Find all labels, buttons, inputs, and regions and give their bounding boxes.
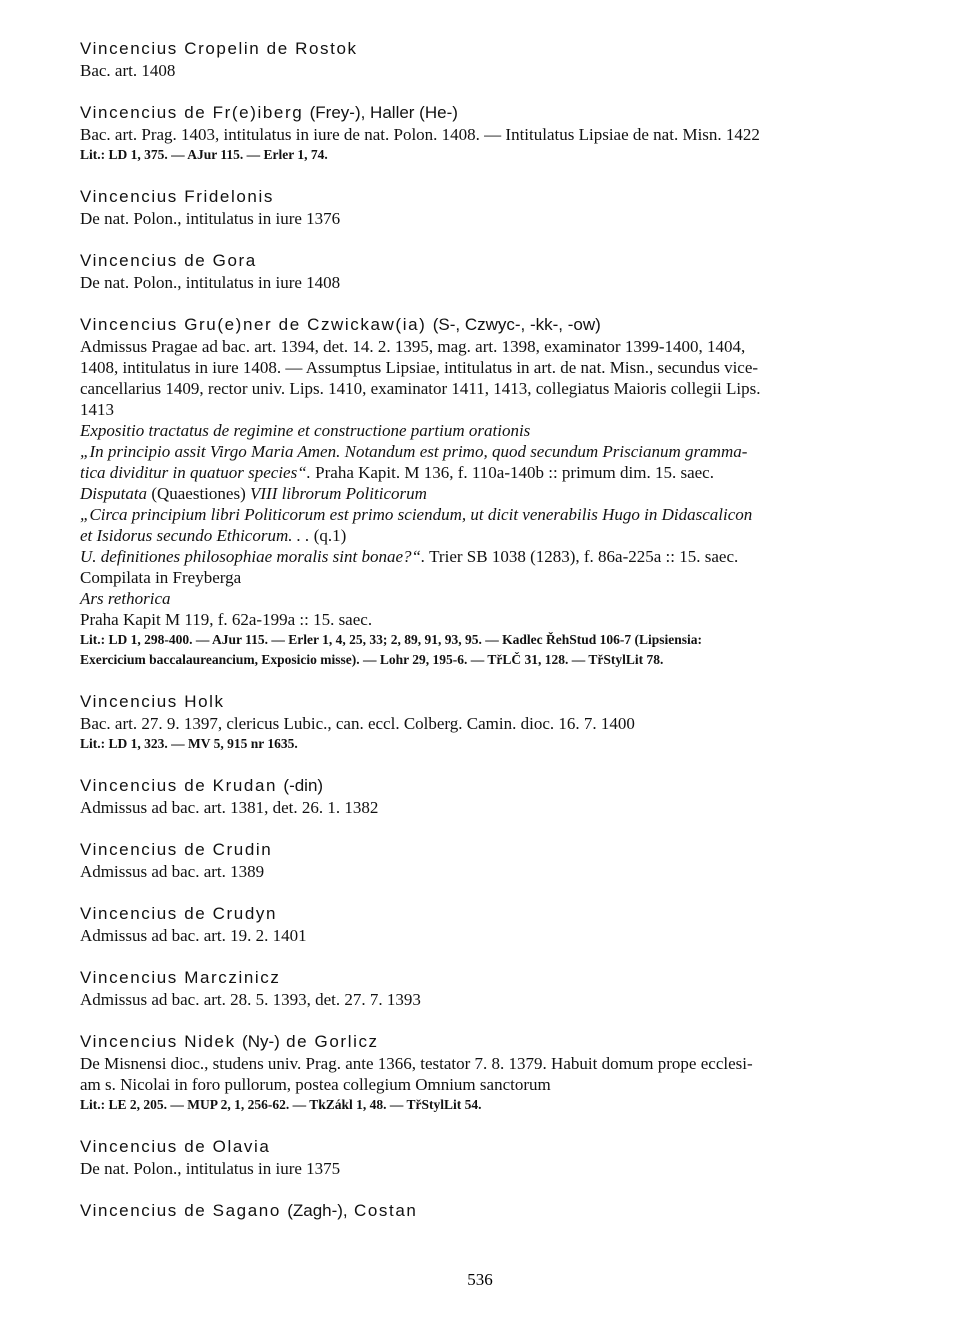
entry-name bbox=[80, 102, 900, 124]
entry-text-line bbox=[80, 399, 900, 420]
entry-name-text: Vincencius de Fr(e)iberg bbox=[80, 103, 304, 122]
entry-text: „Circa principium libri Politicorum est primo sciendum, ut dicit venerabilis Hugo in Didascalicon bbox=[80, 505, 753, 524]
entry-text-line bbox=[80, 1053, 900, 1074]
entry-text-line bbox=[80, 588, 900, 609]
entry-name bbox=[80, 903, 900, 925]
entry-text-line bbox=[80, 378, 900, 399]
entry-name-text: Vincencius Cropelin de Rostok bbox=[80, 39, 358, 58]
entry-text-line bbox=[80, 483, 900, 504]
entry-text: cancellarius 1409, rector univ. Lips. 1410, examinator 1411, 1413, collegiatus Maioris collegii Lips. bbox=[80, 379, 761, 398]
entry-text: De nat. Polon., intitulatus in iure 1375 bbox=[80, 1159, 341, 1178]
entry-name-text: Vincencius Fridelonis bbox=[80, 187, 274, 206]
entry-text-line bbox=[80, 1158, 900, 1179]
page-number: 536 bbox=[467, 1270, 493, 1289]
entry-name-suffix: de Gorlicz bbox=[286, 1032, 379, 1051]
entry-name bbox=[80, 691, 900, 713]
entry-text-line bbox=[80, 1074, 900, 1095]
entry-text-line bbox=[80, 861, 900, 882]
entry-text: „In principio assit Virgo Maria Amen. Notandum est primo, quod secundum Priscianum gramma- bbox=[80, 442, 748, 461]
document-page bbox=[80, 38, 900, 1243]
entry-text-rest: Trier SB 1038 (1283), f. 86a-225a :: 15. saec. bbox=[425, 547, 739, 566]
entry-name-text: Vincencius de Crudin bbox=[80, 840, 273, 859]
entry bbox=[80, 1031, 900, 1115]
entry-text-line bbox=[80, 504, 900, 525]
entry-text: et Isidorus secundo Ethicorum. . . bbox=[80, 526, 310, 545]
entry-name-text: Vincencius Marczinicz bbox=[80, 968, 281, 987]
entry-name-text: Vincencius de Krudan bbox=[80, 776, 278, 795]
entry-text-line bbox=[80, 713, 900, 734]
entry-text-line bbox=[80, 357, 900, 378]
entry-text-line bbox=[80, 989, 900, 1010]
entry-text-line bbox=[80, 925, 900, 946]
entry-name-variants: (Ny-) bbox=[242, 1032, 280, 1051]
entry-name-text: Vincencius de Olavia bbox=[80, 1137, 271, 1156]
entry bbox=[80, 186, 900, 229]
entry-text-italic: VIII librorum Politicorum bbox=[249, 484, 427, 503]
entry-text-line bbox=[80, 272, 900, 293]
entry-name bbox=[80, 775, 900, 797]
literature-line: Lit.: LD 1, 375. — AJur 115. — Erler 1, 74. bbox=[80, 147, 328, 162]
entry-text-line bbox=[80, 441, 900, 462]
entry-name bbox=[80, 1136, 900, 1158]
entry bbox=[80, 38, 900, 81]
entry bbox=[80, 691, 900, 754]
entry-text: Praha Kapit M 119, f. 62a-199a :: 15. saec. bbox=[80, 610, 373, 629]
entry-name-variants: (S-, Czwyc-, -kk-, -ow) bbox=[432, 315, 601, 334]
entry-text: Compilata in Freyberga bbox=[80, 568, 242, 587]
entry-text-line bbox=[80, 462, 900, 483]
entry-text-rest: (q.1) bbox=[309, 526, 347, 545]
entry-name bbox=[80, 314, 900, 336]
entry bbox=[80, 314, 900, 670]
entry-text: Admissus ad bac. art. 19. 2. 1401 bbox=[80, 926, 307, 945]
entry-text: De nat. Polon., intitulatus in iure 1376 bbox=[80, 209, 341, 228]
entry-name bbox=[80, 250, 900, 272]
entry-name bbox=[80, 967, 900, 989]
entry-text-line bbox=[80, 797, 900, 818]
entry-text: De nat. Polon., intitulatus in iure 1408 bbox=[80, 273, 341, 292]
entry-name-text: Vincencius Nidek bbox=[80, 1032, 236, 1051]
entry bbox=[80, 1136, 900, 1179]
entry-text-line bbox=[80, 336, 900, 357]
entry-text: Admissus ad bac. art. 28. 5. 1393, det. 27. 7. 1393 bbox=[80, 990, 421, 1009]
entry bbox=[80, 967, 900, 1010]
entry-text-rest: (Quaestiones) bbox=[147, 484, 250, 503]
entry-text: am s. Nicolai in foro pullorum, postea collegium Omnium sanctorum bbox=[80, 1075, 551, 1094]
entry-name-text: Vincencius de Sagano bbox=[80, 1201, 281, 1220]
entry-text: Admissus ad bac. art. 1381, det. 26. 1. 1382 bbox=[80, 798, 379, 817]
entry-name bbox=[80, 1031, 900, 1053]
entry-text: Admissus Pragae ad bac. art. 1394, det. 14. 2. 1395, mag. art. 1398, examinator 1399-1400, 1404, bbox=[80, 337, 746, 356]
entry-name-text: Vincencius Holk bbox=[80, 692, 225, 711]
entry-text: De Misnensi dioc., studens univ. Prag. ante 1366, testator 7. 8. 1379. Habuit domum prope ecclesi- bbox=[80, 1054, 753, 1073]
entry-text-line bbox=[80, 124, 900, 145]
entry-text: 1413 bbox=[80, 400, 114, 419]
entry-text: Expositio tractatus de regimine et constructione partium orationis bbox=[80, 421, 531, 440]
entry bbox=[80, 839, 900, 882]
entry-text-line bbox=[80, 546, 900, 567]
literature-line: Lit.: LD 1, 298-400. — AJur 115. — Erler 1, 4, 25, 33; 2, 89, 91, 93, 95. — Kadlec ŘehStud 106-7 (Lipsiensia: bbox=[80, 632, 703, 647]
entry-name-variants: (Frey-), Haller (He-) bbox=[309, 103, 458, 122]
entry-name-variants: (-din) bbox=[283, 776, 324, 795]
entry-text: 1408, intitulatus in iure 1408. — Assumptus Lipsiae, intitulatus in art. de nat. Misn., secundus vice- bbox=[80, 358, 759, 377]
entry-name bbox=[80, 839, 900, 861]
entry bbox=[80, 1200, 900, 1222]
entry-text: Bac. art. 27. 9. 1397, clericus Lubic., can. eccl. Colberg. Camin. dioc. 16. 7. 1400 bbox=[80, 714, 635, 733]
entry bbox=[80, 775, 900, 818]
entry-text-line bbox=[80, 420, 900, 441]
entry-text-line bbox=[80, 60, 900, 81]
entry-text-line bbox=[80, 609, 900, 630]
entry-text-line bbox=[80, 525, 900, 546]
literature-line: Lit.: LD 1, 323. — MV 5, 915 nr 1635. bbox=[80, 736, 298, 751]
entry-name bbox=[80, 1200, 900, 1222]
literature-line: Exercicium baccalaureancium, Exposicio misse). — Lohr 29, 195-6. — TřLČ 31, 128. — TřStylLit 78. bbox=[80, 652, 664, 667]
entry-text: Admissus ad bac. art. 1389 bbox=[80, 862, 265, 881]
entry bbox=[80, 250, 900, 293]
entry-text: U. definitiones philosophiae moralis sint bonae?“. bbox=[80, 547, 426, 566]
entry bbox=[80, 903, 900, 946]
entry-text: Disputata bbox=[80, 484, 148, 503]
entry bbox=[80, 102, 900, 165]
entry-name bbox=[80, 186, 900, 208]
literature-line: Lit.: LE 2, 205. — MUP 2, 1, 256-62. — TkZákl 1, 48. — TřStylLit 54. bbox=[80, 1097, 482, 1112]
entry-text: Bac. art. 1408 bbox=[80, 61, 176, 80]
entry-text-line bbox=[80, 208, 900, 229]
entry-text: tica dividitur in quatuor species“. bbox=[80, 463, 311, 482]
entry-text: Bac. art. Prag. 1403, intitulatus in iure de nat. Polon. 1408. — Intitulatus Lipsiae de nat. Misn. 1422 bbox=[80, 125, 760, 144]
entry-text: Ars rethorica bbox=[80, 589, 171, 608]
entry-name bbox=[80, 38, 900, 60]
entry-text-rest: Praha Kapit. M 136, f. 110a-140b :: primum dim. 15. saec. bbox=[310, 463, 714, 482]
entry-name-variants: (Zagh-), bbox=[287, 1201, 348, 1220]
entry-text-line bbox=[80, 567, 900, 588]
entry-name-suffix: Costan bbox=[354, 1201, 418, 1220]
entry-name-text: Vincencius de Gora bbox=[80, 251, 257, 270]
entry-name-text: Vincencius Gru(e)ner de Czwickaw(ia) bbox=[80, 315, 427, 334]
entry-name-text: Vincencius de Crudyn bbox=[80, 904, 278, 923]
